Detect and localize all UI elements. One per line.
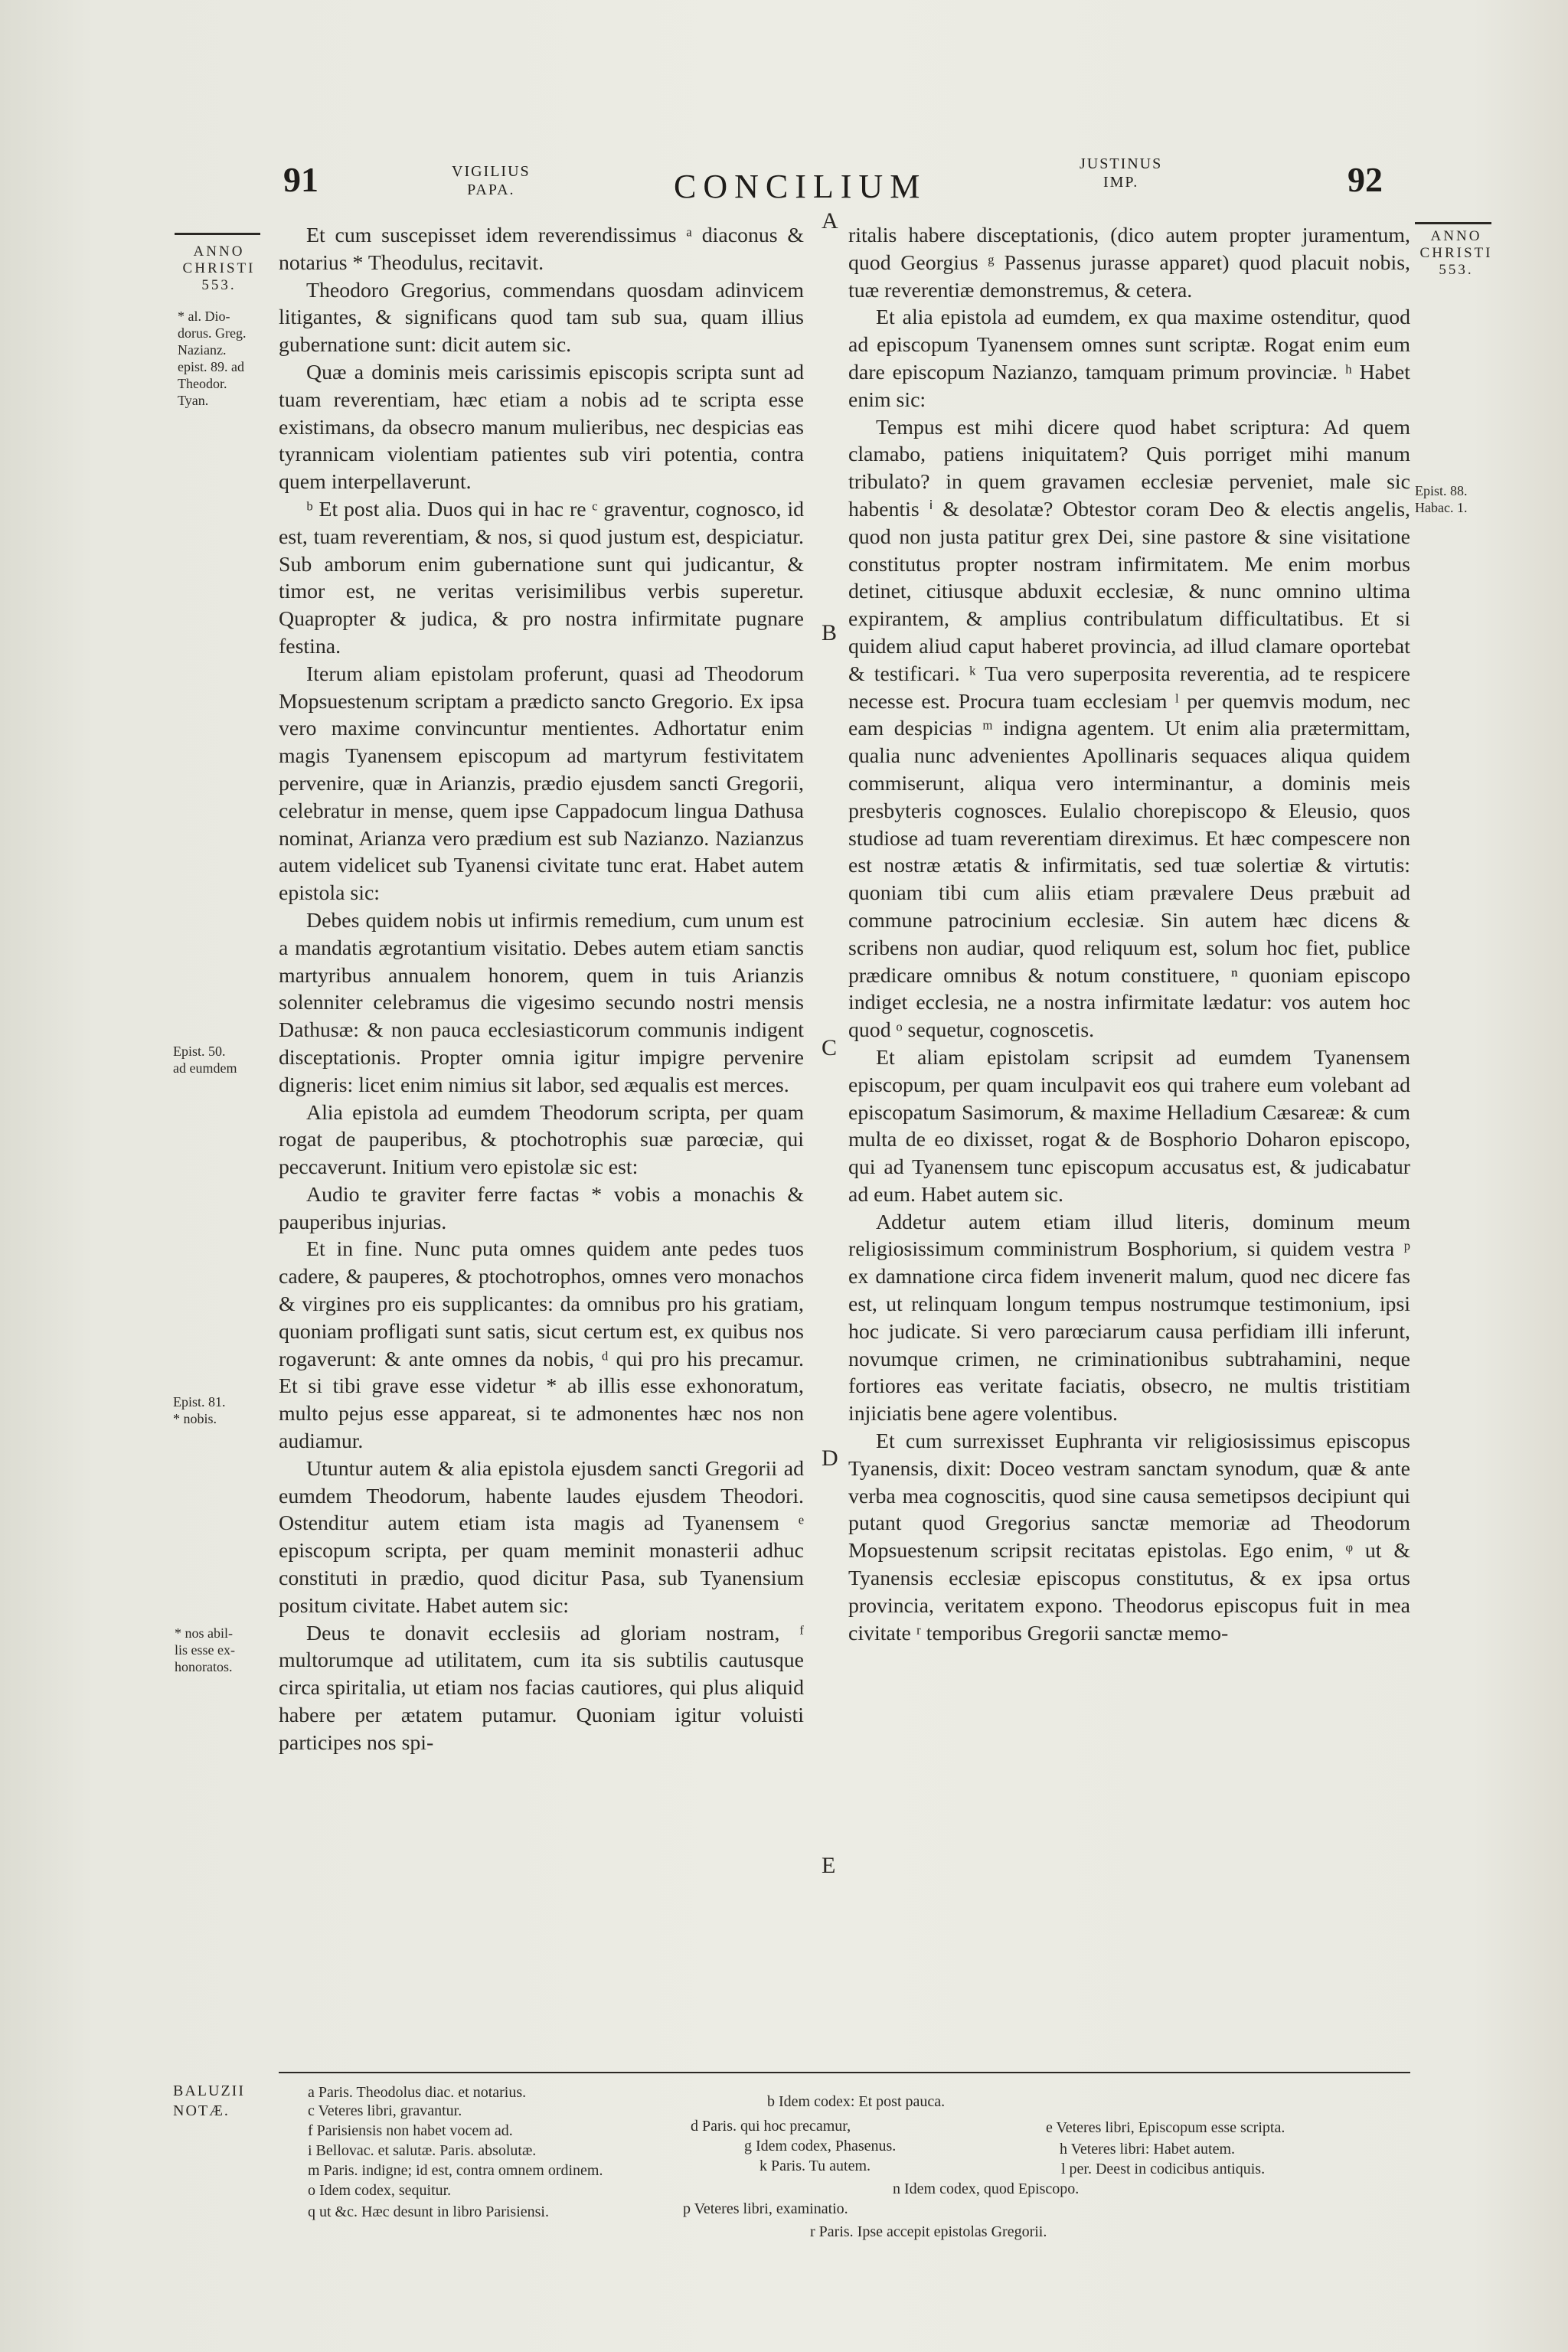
- pope-name: VIGILIUS: [452, 163, 531, 180]
- pope-title: PAPA.: [467, 181, 515, 198]
- paragraph: Audio te graviter ferre factas * vobis a monachis & pauperibus injurias.: [279, 1182, 804, 1234]
- section-letter-c: C: [822, 1035, 838, 1060]
- paragraph: ritalis habere disceptationis, (dico autem propter juramentum, quod Georgius ᵍ Passenus jurasse apparet) quod placuit nobis, tuæ reverentiæ demonstremus, & cetera.: [848, 224, 1410, 302]
- paragraph: ᵇ Et post alia. Duos qui in hac re ᶜ graventur, cognosco, id est, tuam reverentiam, & nos, si quod justum est, despiciatur. Sub amborum enim gubernatione sunt qui judicantur, & timor est, ne veritas verisimilibus verbis superetur. Quapropter & judica, & pro nostra infirmitate pugnare festina.: [279, 497, 804, 658]
- paragraph: Et aliam epistolam scripsit ad eumdem Tyanensem episcopum, per quam inculpavit eos qui trahere eum volebant ad episcopatum Sasimorum, & maxime Helladium Cæsareæ: & cum multa de eo dixisset, rogat & de Bosphorio Doharon episcopo, qui ad Tyanensem tunc episcopum accusatus est, & judicabatur ad eum. Habet autem sic.: [848, 1045, 1410, 1207]
- footnote-r: r Paris. Ipse accepit epistolas Gregorii.: [810, 2223, 1047, 2240]
- paragraph: Et cum suscepisset idem reverendissimus ᵃ diaconus & notarius * Theodulus, recitavit.: [279, 224, 804, 275]
- footnote-o: o Idem codex, sequitur.: [308, 2182, 452, 2199]
- christi-label: CHRISTI: [182, 260, 256, 276]
- footnote-f: f Parisiensis non habet vocem ad.: [308, 2122, 513, 2139]
- paragraph: Addetur autem etiam illud literis, dominum meum religiosissimum comministrum Bosphorium, si quidem vestra ᵖ ex damnatione circa fidem invenerit malum, quod nec dicere fas est, ut relinquam longum tempus nostrumque testimonium, ipsi hoc judicate. Si vero parœciarum causa perfidiam illi inferunt, novumque crimen, ne criminationibus subtrahamini, neque fortiores eas veritate faciatis, obsecro, ne multis tristitiam injiciatis bene agere volentibus.: [848, 1210, 1410, 1426]
- year-label: 553.: [201, 277, 237, 293]
- page-number-right: 92: [1348, 160, 1383, 199]
- running-head-title: CONCILIUM: [674, 168, 927, 205]
- paragraph: Deus te donavit ecclesiis ad gloriam nostram, ᶠ multorumque ad utilitatem, cum ita sis subtilis cautusque circa spiritalia, ut etiam nos facias cautiores, qui plus aliquid habere per ætatem putamur. Quoniam igitur voluisti participes nos spi-: [279, 1621, 804, 1755]
- margin-note-exhonoratos: * nos abil- lis esse ex- honoratos.: [175, 1625, 235, 1674]
- paragraph: Et cum surrexisset Euphranta vir religiosissimus episcopus Tyanensis, dixit: Doceo vestram sanctam synodum, quæ & ante verba mea cognoscitis, quod sine causa semetipsos decipiunt qui putant quod Gregorius sanctæ memoriæ ad Theodorum Mopsuestenum scripsit recitatas epistolas. Ego enim, ᵠ ut & Tyanensis ecclesiæ episcopus constitutus, & ex ipsa ortus provincia, veritatem expono. Theodorus episcopus fuit in mea civitate ʳ temporibus Gregorii sanctæ memo-: [848, 1429, 1410, 1645]
- margin-note-epist-81: Epist. 81. * nobis.: [173, 1394, 226, 1426]
- footnote-h: h Veteres libri: Habet autem.: [1060, 2141, 1236, 2158]
- section-letter-a: A: [822, 208, 838, 234]
- page-number-left: 91: [283, 160, 318, 199]
- footnote-a: a Paris. Theodolus diac. et notarius.: [308, 2084, 527, 2101]
- margin-note-diodorus: * al. Dio- dorus. Greg. Nazianz. epist. 89. ad Theodor. Tyan.: [178, 309, 247, 408]
- running-head-pope: [452, 162, 531, 199]
- margin-note-epist-50: Epist. 50. ad eumdem: [173, 1044, 237, 1076]
- margin-anno-right: ANNO CHRISTI 553.: [1419, 228, 1493, 278]
- paragraph: Et alia epistola ad eumdem, ex qua maxime ostenditur, quod ad episcopum Tyanensem omnes sunt scriptæ. Rogat enim eum dare episcopum Nazianzo, tamquam primum provinciæ. ʰ Habet enim sic:: [848, 305, 1410, 412]
- emperor-name: JUSTINUS: [1080, 155, 1163, 172]
- footnote-d: d Paris. qui hoc precamur,: [691, 2118, 851, 2135]
- footnote-l: l per. Deest in codicibus antiquis.: [1061, 2161, 1266, 2177]
- footnote-g: g Idem codex, Phasenus.: [744, 2138, 897, 2154]
- text-column-right: [848, 222, 1410, 2037]
- footnote-b: b Idem codex: Et post pauca.: [767, 2093, 946, 2110]
- footnote-p: p Veteres libri, examinatio.: [683, 2200, 848, 2217]
- paragraph: Utuntur autem & alia epistola ejusdem sancti Gregorii ad eumdem Theodorum, habente laudes ejusdem Theodori. Ostenditur autem etiam ista magis ad Tyanensem ᵉ episcopum scripta, per quam meminit monasterii adhuc constituti in prædio, quod dicitur Pasa, sub Tyanensium positum civitate. Habet autem sic:: [279, 1456, 804, 1618]
- footnote-c: c Veteres libri, gravantur.: [308, 2102, 462, 2119]
- paragraph: Quæ a dominis meis carissimis episcopis scripta sunt ad tuam reverentiam, hæc etiam a nobis ad te scripta esse existimans, da obsecro manum mulieribus, nec despicias eas tyrannicam violentiam patientes sub viri potentia, contra quem interpellaverunt.: [279, 360, 804, 495]
- margin-note-epist-88: Epist. 88. Habac. 1.: [1415, 483, 1468, 515]
- paragraph: Alia epistola ad eumdem Theodorum scripta, per quam rogat de pauperibus, & ptochotrophis suæ parœciæ, qui peccaverunt. Initium vero epistolæ sic est:: [279, 1100, 804, 1180]
- footnote-e: e Veteres libri, Episcopum esse scripta.: [1046, 2119, 1285, 2136]
- paragraph: Theodoro Gregorius, commendans quosdam adinvicem litigantes, & significans quod tam sub sua, quam illius gubernatione sunt: dicit autem sic.: [279, 278, 804, 358]
- section-letter-d: D: [822, 1446, 838, 1471]
- footnote-n: n Idem codex, quod Episcopo.: [893, 2180, 1080, 2197]
- footnote-k: k Paris. Tu autem.: [760, 2158, 871, 2174]
- paragraph: Tempus est mihi dicere quod habet scriptura: Ad quem clamabo, patiens iniquitatem? Quis porriget mihi manum tribulato? in quem gravamen ecclesiæ perveniet, male sic habentis ⁱ & desolatæ? Obtestor coram Deo & electis angelis, quod non justa patitur grex Dei, sine pastore & sine visitatione constitutus propter nostram infirmitatem. Me enim morbus detinet, citiusque abduxit ecclesiæ, & nunc omnino ultima expirantem, & amplius contribulatum difficultatibus. Et si quidem aliud caput haberet provincia, ad illud clamare oportebat & testificari. ᵏ Tua vero superposita reverentia, ad te respicere necesse est. Procura tuam ecclesiam ˡ per quemvis modum, nec eam despicias ᵐ indigna agentem. Ut enim alia prætermittam, qualia nunc advenientes Apollinaris sequaces aliqua quidem commiserunt, aliqua vero interminantur, a dominis meis presbyteris cognosces. Eulalio chorepiscopo & Eleusio, quos studiose ad tuam reverentiam direximus. Et hæc compescere non est nostræ ætatis & infirmitatis, sed tuæ solertiæ & virtutis: quoniam tibi cum aliis etiam prævalere Deus præbuit ad commune patrocinium ecclesiæ. Sin autem hæc dicens & scribens non audiar, quod reliquum est, solum hoc fiet, publice prædicare omnibus & notum constituere, ⁿ quoniam episcopo indiget ecclesia, ne a nostra infirmitate lædatur: vos autem hoc quod ᵒ sequetur, cognoscetis.: [848, 415, 1410, 1043]
- footnote-i: i Bellovac. et salutæ. Paris. absolutæ.: [308, 2142, 537, 2159]
- text-column-left: [279, 222, 804, 2037]
- margin-rule-left: [175, 233, 260, 235]
- footnote-m: m Paris. indigne; id est, contra omnem ordinem.: [308, 2162, 603, 2179]
- emperor-title: IMP.: [1102, 174, 1139, 191]
- anno-label: ANNO: [193, 243, 245, 260]
- notes-rule: [279, 2072, 1410, 2073]
- section-letter-e: E: [822, 1853, 836, 1878]
- paragraph: Debes quidem nobis ut infirmis remedium, cum unum est a mandatis ægrotantium visitatio. Debes autem etiam sanctis martyribus annualem honorem, quem in tuis Arianzis solenniter celebramus die vigesimo secundo nostri mensis Dathusæ: & non pauca ecclesiasticorum communis indigent disceptationis. Propter omnia igitur impigre pervenire digneris: licet enim nimius sit labor, sed æqualis est merces.: [279, 908, 804, 1097]
- section-letter-b: B: [822, 620, 838, 645]
- footnote-q: q ut &c. Hæc desunt in libro Parisiensi.: [308, 2203, 549, 2220]
- margin-rule-right: [1415, 222, 1491, 224]
- paragraph: Iterum aliam epistolam proferunt, quasi ad Theodorum Mopsuestenum scriptam a prædicto sancto Gregorio. Ex ipsa vero maxime convincuntur mentientes. Adhortatur enim magis Tyanensem episcopum ad martyrum festivitatem pervenire, quæ in Arianzis, prædio ejusdem sancti Gregorii, celebratur in mense, quem ipse Cappadocum lingua Dathusa nominat, Arianza vero prædium est sub Nazianzo. Nazianzus autem videlicet sub Tyanensi civitate tunc erat. Habet autem epistola sic:: [279, 662, 804, 906]
- margin-anno-left: [170, 243, 268, 294]
- running-head-emperor: [1080, 155, 1162, 191]
- paragraph: Et in fine. Nunc puta omnes quidem ante pedes tuos cadere, & pauperes, & ptochotrophos, omnes vero monachos & virgines pro eis supplicantes: da omnibus pro his gratiam, quoniam profligati sunt satis, sicut certum est, ex quibus nos rogaverunt: & ante omnes da nobis, ᵈ qui pro his precamur. Et si tibi grave esse videtur * ab illis esse exhonoratum, multo pejus esse appareat, si te admonentes hæc nos non audiamur.: [279, 1237, 804, 1454]
- notes-heading: BALUZII NOTÆ.: [173, 2082, 245, 2119]
